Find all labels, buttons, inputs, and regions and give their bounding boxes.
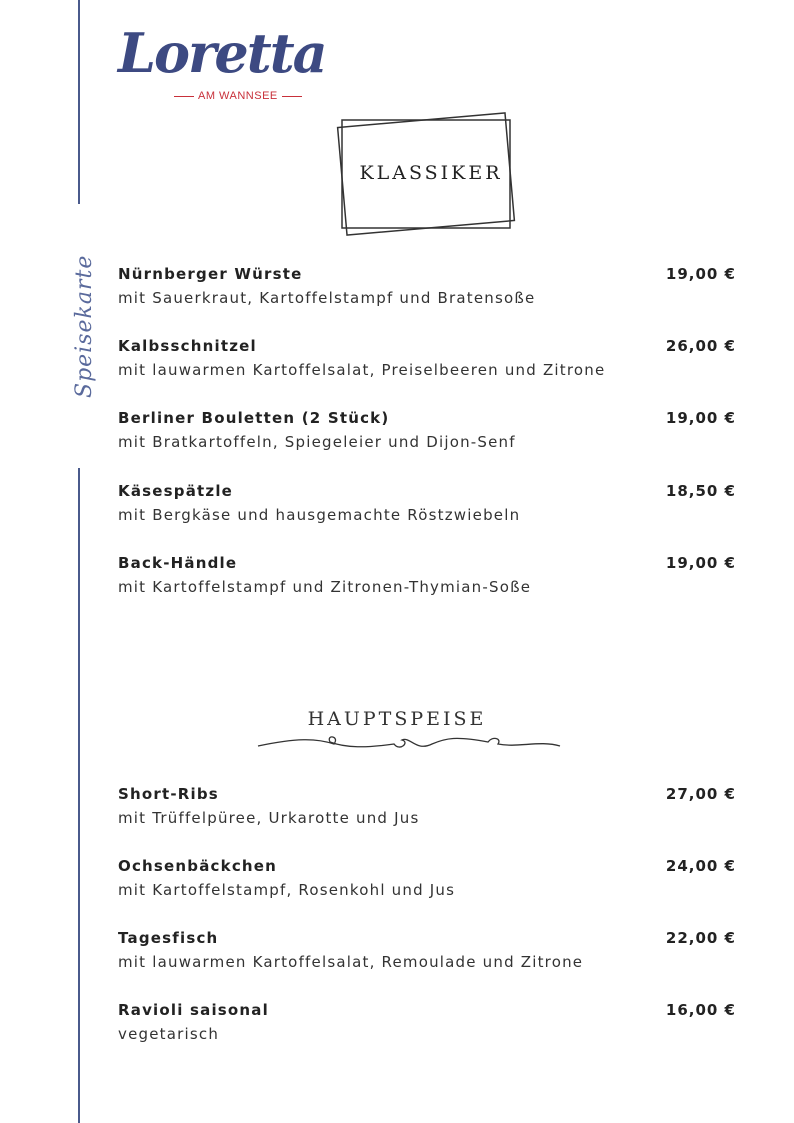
menu-item [118,409,738,457]
logo-subtitle: AM WANNSEE [170,90,306,102]
item-description: vegetarisch [118,1025,220,1043]
item-description: mit Kartoffelstampf, Rosenkohl und Jus [118,881,456,899]
item-name: Ravioli saisonal [118,1001,269,1019]
logo-name: Loretta [118,21,326,85]
section-title-klassiker: KLASSIKER [359,162,503,184]
item-price: 26,00 € [665,337,736,355]
section-title-frame-klassiker [336,102,526,248]
decorative-vertical-line-top [78,0,80,204]
item-price: 18,50 € [665,482,736,500]
item-name: Käsespätzle [118,482,234,500]
menu-item [118,482,738,530]
item-price: 19,00 € [665,554,736,572]
ornament-divider-icon [256,734,562,754]
item-name: Nürnberger Würste [118,265,303,283]
menu-item [118,785,738,833]
item-price: 16,00 € [665,1001,736,1019]
item-description: mit lauwarmen Kartoffelsalat, Preiselbeeren und Zitrone [118,361,606,379]
item-price: 22,00 € [665,929,736,947]
item-name: Back-Händle [118,554,238,572]
decorative-vertical-line-bottom [78,468,80,1123]
side-label: Speisekarte [72,254,97,398]
menu-item [118,265,738,313]
item-name: Short-Ribs [118,785,219,803]
item-description: mit Bratkartoffeln, Spiegeleier und Dijon-Senf [118,433,516,451]
item-name: Berliner Bouletten (2 Stück) [118,409,390,427]
logo [118,21,326,108]
menu-item [118,554,738,602]
menu-item [118,1001,738,1049]
menu-item [118,929,738,977]
menu-item [118,337,738,385]
item-description: mit lauwarmen Kartoffelsalat, Remoulade und Zitrone [118,953,584,971]
menu-item [118,857,738,905]
item-price: 19,00 € [665,265,736,283]
item-name: Kalbsschnitzel [118,337,257,355]
item-description: mit Kartoffelstampf und Zitronen-Thymian-Soße [118,578,532,596]
item-name: Ochsenbäckchen [118,857,278,875]
item-description: mit Sauerkraut, Kartoffelstampf und Bratensoße [118,289,536,307]
item-price: 24,00 € [665,857,736,875]
item-name: Tagesfisch [118,929,219,947]
item-description: mit Bergkäse und hausgemachte Röstzwiebeln [118,506,521,524]
item-price: 19,00 € [665,409,736,427]
item-price: 27,00 € [665,785,736,803]
section-title-hauptspeise: HAUPTSPEISE [307,708,487,730]
item-description: mit Trüffelpüree, Urkarotte und Jus [118,809,420,827]
